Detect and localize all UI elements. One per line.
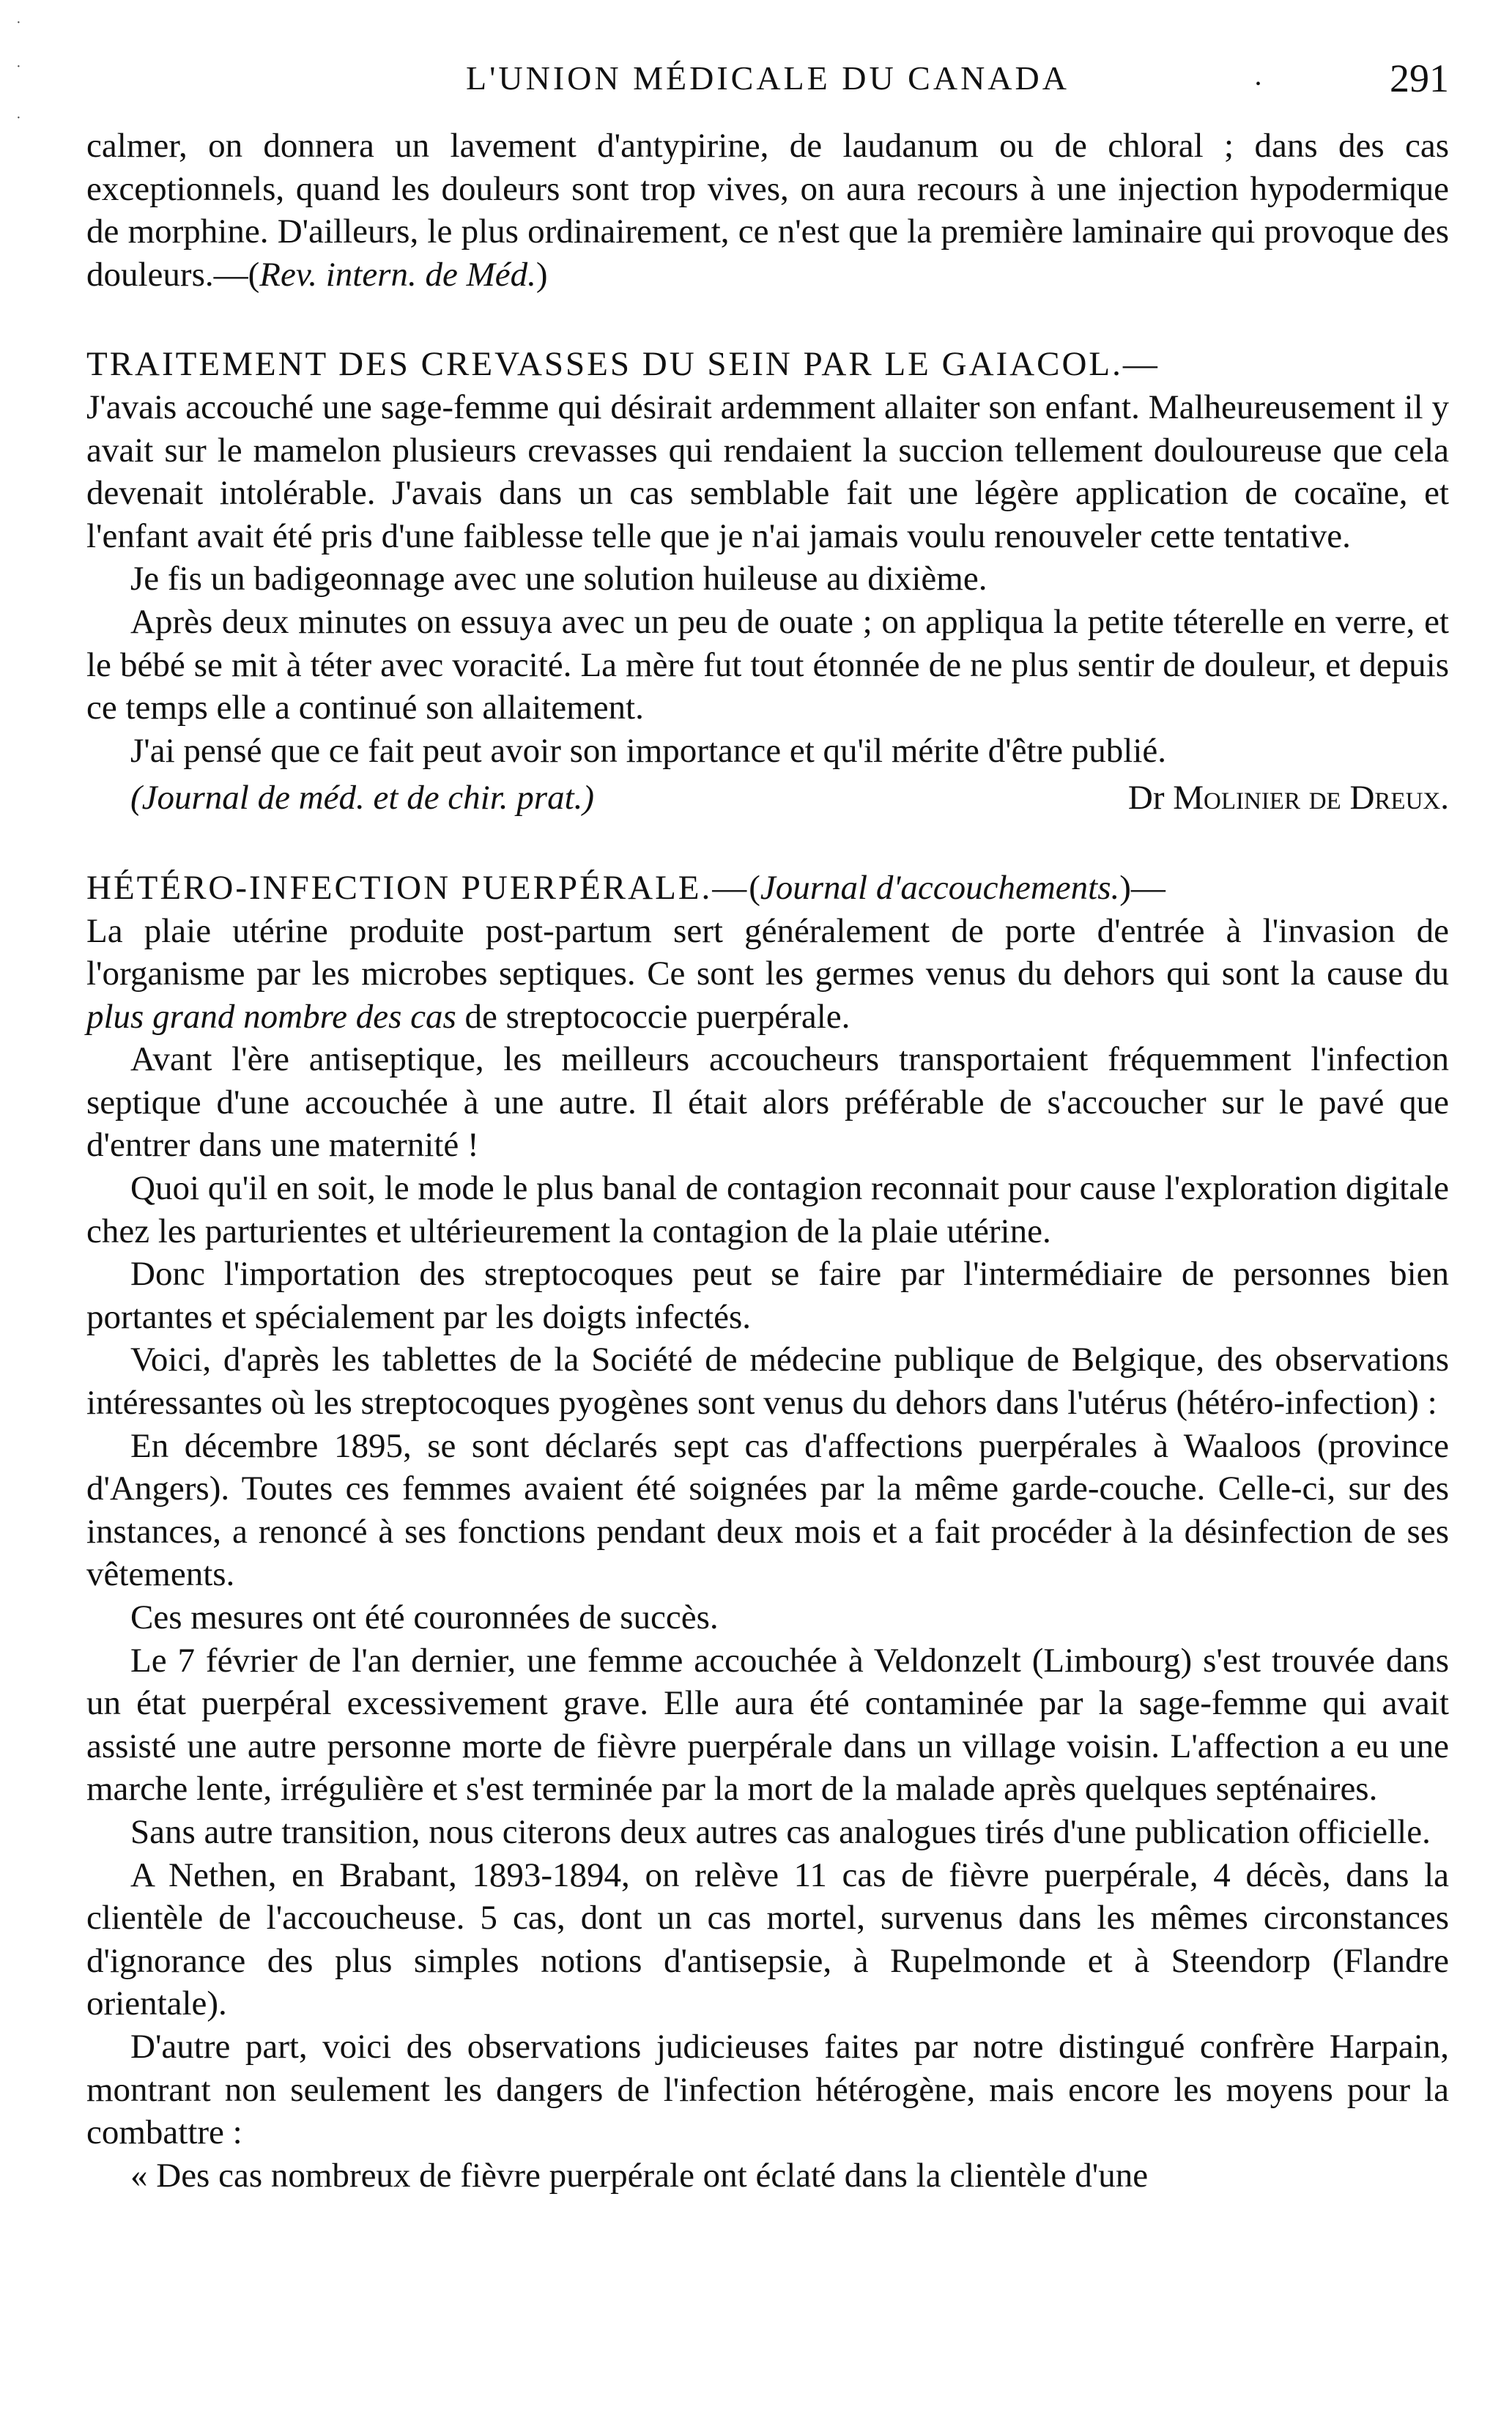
margin-mark: · (16, 110, 21, 126)
paragraph: Ces mesures ont été couronnées de succès. (130, 1598, 719, 1636)
paragraph: Le 7 février de l'an dernier, une femme accouchée à Veldonzelt (Limbourg) s'est trouvée dans un état puerpéral excessivement grave. Elle aura été contaminée par la sage-femme qui avait assisté une autre personne morte de fièvre puerpérale dans un village voisin. L'affection a eu une marche lente, irrégulière et s'est terminée par la mort de la malade après quelques septénaires. (86, 1641, 1449, 1809)
intro-close: ) (536, 255, 548, 294)
paragraph: Avant l'ère antiseptique, les meilleurs accoucheurs transportaient fréquemment l'infection septique d'une accouchée à une autre. Il était alors préférable de s'accoucher sur le pavé que d'entrer dans une maternité ! (86, 1040, 1449, 1165)
author-prefix: Dr (1127, 779, 1165, 817)
paragraph: Je fis un badigeonnage avec une solution huileuse au dixième. (130, 560, 987, 598)
margin-mark: · (16, 59, 21, 75)
section-heading-crevasses (86, 343, 1449, 386)
journal-citation: (Journal de méd. et de chir. prat.) (130, 779, 595, 817)
paragraph: Sans autre transition, nous citerons deux autres cas analogues tirés d'une publication officielle. (130, 1812, 1431, 1851)
section-title: HÉTÉRO-INFECTION PUERPÉRALE.— (86, 868, 749, 907)
page-number: 291 (1390, 56, 1449, 100)
text-run: La plaie utérine produite post-partum sert généralement de porte d'entrée à l'invasion de l'organisme par les microbes septiques. Ce sont les germes venus du dehors qui sont la cause du (86, 911, 1449, 993)
paragraph: En décembre 1895, se sont déclarés sept cas d'affections puerpérales à Waaloos (province d'Angers). Toutes ces femmes avaient été soignées par la même garde-couche. Celle-ci, sur des instances, a renoncé à ses fonctions pendant deux mois et a fait procéder à la désinfection de ses vêtements. (86, 1426, 1449, 1594)
intro-source: Rev. intern. de Méd. (259, 255, 536, 294)
text-run: de streptococcie puerpérale. (456, 997, 850, 1036)
section-title: TRAITEMENT DES CREVASSES DU SEIN PAR LE GAIACOL.— (86, 345, 1160, 384)
intro-paragraph (86, 125, 1449, 296)
paragraph: A Nethen, en Brabant, 1893-1894, on relève 11 cas de fièvre puerpérale, 4 décès, dans la clientèle de l'accoucheuse. 5 cas, dont un cas mortel, survenus dans les mêmes circonstances d'ignorance des plus simples notions d'antisepsie, à Rupelmonde et à Steendorp (Flandre orientale). (86, 1855, 1449, 2023)
paragraph: Voici, d'après les tablettes de la Société de médecine publique de Belgique, des observations intéressantes où les streptocoques pyogènes sont venus du dehors dans l'utérus (hétéro-infection) : (86, 1341, 1449, 1423)
source-close: )— (1119, 868, 1166, 907)
emphasis: plus grand nombre des cas (86, 997, 456, 1036)
source-open: ( (749, 868, 760, 907)
paragraph: Quoi qu'il en soit, le mode le plus banal de contagion reconnait pour cause l'exploration digitale chez les parturientes et ultérieurement la contagion de la plaie utérine. (86, 1169, 1449, 1250)
author-signature (1128, 776, 1449, 820)
running-header (86, 44, 1449, 125)
paragraph: D'autre part, voici des observations judicieuses faites par notre distingué confrère Harpain, montrant non seulement les dangers de l'infection hétérogène, mais encore les moyens pour la combattre : (86, 2027, 1449, 2152)
paragraph: Après deux minutes on essuya avec un peu de ouate ; on appliqua la petite téterelle en verre, et le bébé se mit à téter avec voracité. La mère fut tout étonnée de ne plus sentir de douleur, et depuis ce temps elle a continué son allaitement. (86, 602, 1449, 727)
author-name: Molinier de Dreux. (1173, 779, 1449, 817)
running-title: L'UNION MÉDICALE DU CANADA (466, 59, 1070, 97)
section-source: Journal d'accouchements. (760, 868, 1120, 907)
header-dot: • (1256, 76, 1261, 92)
page (86, 44, 1449, 2197)
margin-mark: · (16, 15, 21, 31)
section-heading-hetero-infection (86, 867, 1449, 910)
paragraph (86, 910, 1449, 1039)
citation-line (86, 776, 1449, 820)
paragraph: Donc l'importation des streptocoques peut se faire par l'intermédiaire de personnes bien portantes et spécialement par les doigts infectés. (86, 1255, 1449, 1336)
article-body (86, 125, 1449, 2197)
paragraph: « Des cas nombreux de fièvre puerpérale ont éclaté dans la clientèle d'une (130, 2156, 1149, 2195)
intro-text: calmer, on donnera un lavement d'antypirine, de laudanum ou de chloral ; dans des cas exceptionnels, quand les douleurs sont trop vives, on aura recours à une injection hypodermique de morphine. D'ailleurs, le plus ordinairement, ce n'est que la première laminaire qui provoque des douleurs.—( (86, 127, 1449, 294)
paragraph: J'ai pensé que ce fait peut avoir son importance et qu'il mérite d'être publié. (130, 731, 1167, 770)
paragraph: J'avais accouché une sage-femme qui désirait ardemment allaiter son enfant. Malheureusement il y avait sur le mamelon plusieurs crevasses qui rendaient la succion tellement douloureuse que cela devenait intolérable. J'avais dans un cas semblable fait une légère application de cocaïne, et l'enfant avait été pris d'une faiblesse telle que je n'ai jamais voulu renouveler cette tentative. (86, 388, 1449, 555)
